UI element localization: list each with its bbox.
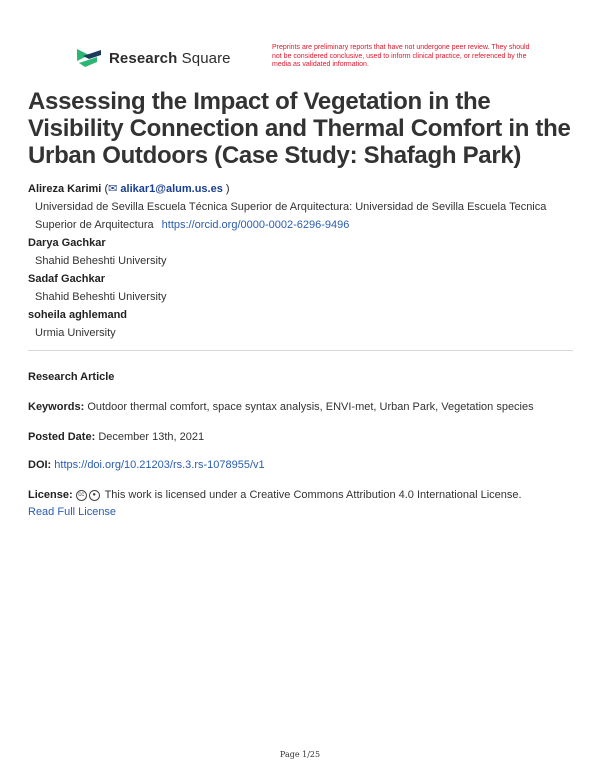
posted-date: Posted Date: December 13th, 2021 xyxy=(28,431,205,443)
author-affiliation: Urmia University xyxy=(35,327,116,339)
author-email-link[interactable]: alikar1@alum.us.es xyxy=(120,183,223,195)
preprint-notice: Preprints are preliminary reports that have not undergone peer review. They should not be considered conclusive, used to inform clinical practice, or referenced by the media as validated information. xyxy=(272,44,530,68)
read-full-license-link[interactable]: Read Full License xyxy=(28,506,117,518)
email-icon: ✉ xyxy=(108,183,118,195)
author-entry: Alireza Karimi (✉ alikar1@alum.us.es ) xyxy=(28,183,230,195)
creative-commons-icon: cc xyxy=(76,490,87,501)
license: License: cc ● This work is licensed under a Creative Commons Attribution 4.0 International License. Read Full License xyxy=(28,489,522,518)
research-square-logo-icon xyxy=(75,46,103,70)
orcid-link[interactable]: https://orcid.org/0000-0002-6296-9496 xyxy=(161,219,350,231)
section-divider xyxy=(28,350,573,351)
page-number: Page 1/25 xyxy=(279,750,321,759)
paper-title: Assessing the Impact of Vegetation in the Visibility Connection and Thermal Comfort in the Urban Outdoors (Case Study: Shafagh Park) xyxy=(28,88,571,169)
author-name: Sadaf Gachkar xyxy=(28,273,106,285)
article-type: Research Article xyxy=(28,371,115,383)
keywords: Keywords: Outdoor thermal comfort, space syntax analysis, ENVI-met, Urban Park, Vegetation species xyxy=(28,401,534,413)
attribution-icon: ● xyxy=(89,490,100,501)
author-name: Alireza Karimi xyxy=(28,183,102,195)
doi-link[interactable]: https://doi.org/10.21203/rs.3.rs-1078955/v1 xyxy=(54,459,265,471)
author-list xyxy=(28,180,576,342)
author-affiliation: Shahid Beheshti University xyxy=(35,291,167,303)
author-name: soheila aghlemand xyxy=(28,309,128,321)
research-square-logo[interactable] xyxy=(75,46,231,70)
author-affiliation: Shahid Beheshti University xyxy=(35,255,167,267)
doi: DOI: https://doi.org/10.21203/rs.3.rs-1078955/v1 xyxy=(28,459,265,471)
author-affiliation: Universidad de Sevilla Escuela Técnica Superior de Arquitectura: Universidad de Sevilla Escuela Tecnica Superior de Arquitectura https://orcid.org/0000-0002-6296-9496 xyxy=(35,201,547,231)
author-name: Darya Gachkar xyxy=(28,237,106,249)
logo-text: Research Square xyxy=(109,49,231,67)
